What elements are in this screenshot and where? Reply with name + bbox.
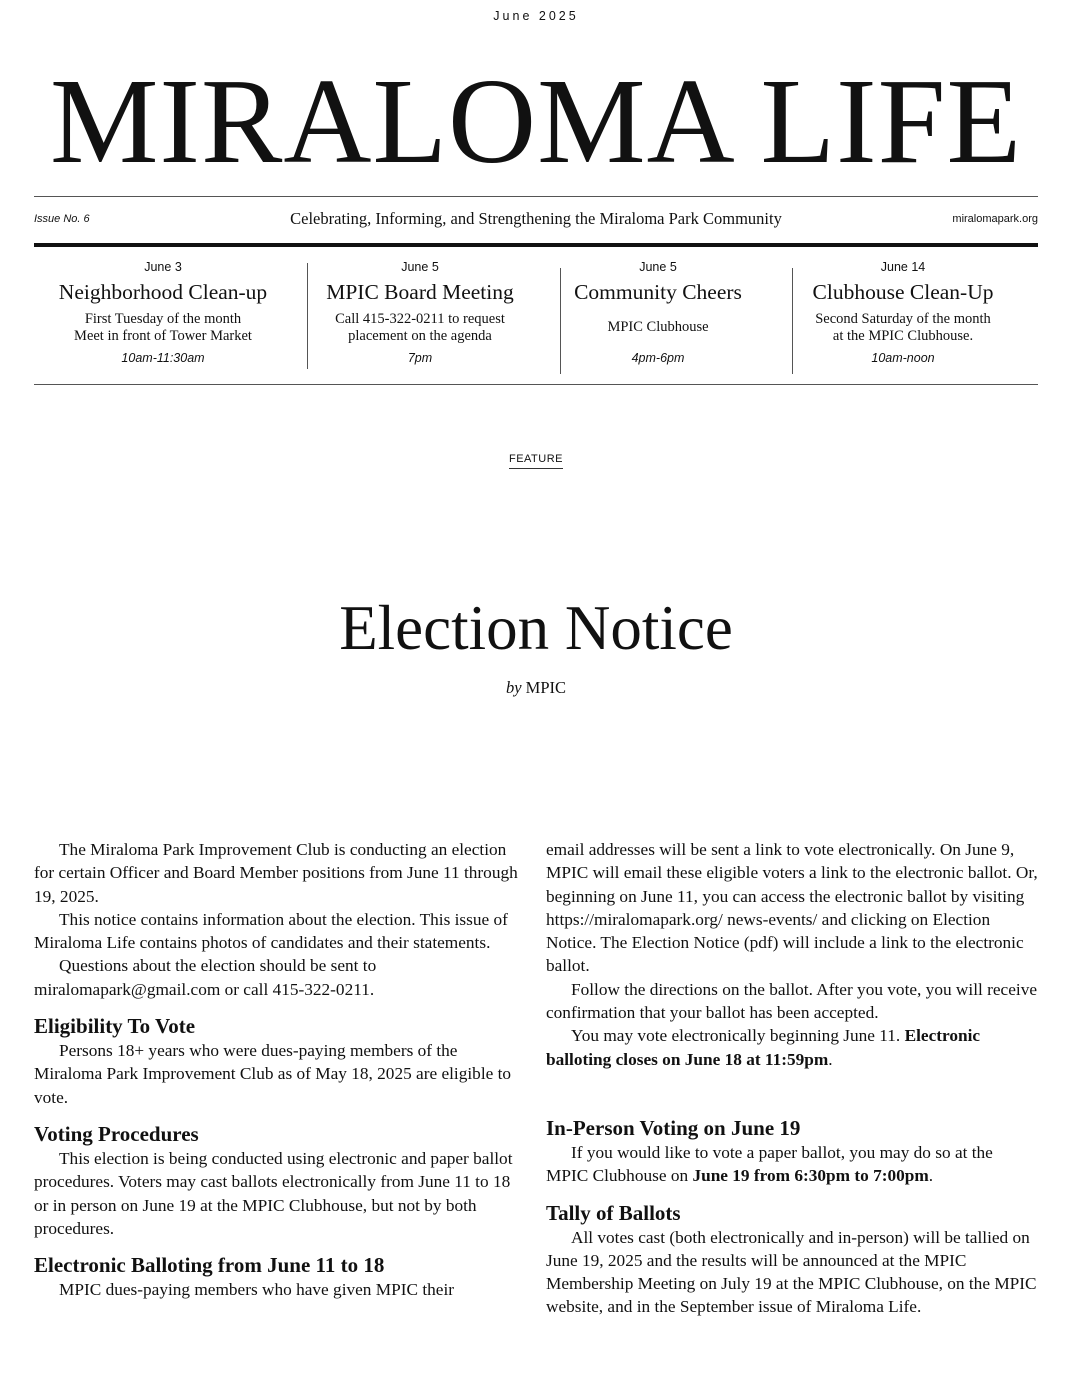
- info-bar: [34, 208, 1038, 232]
- website-link[interactable]: miralomapark.org: [952, 213, 1038, 225]
- section-heading: Tally of Ballots: [546, 1200, 681, 1225]
- event-desc-line: Second Saturday of the month: [815, 311, 991, 327]
- byline-prefix: by: [505, 678, 522, 697]
- events-strip: [34, 254, 1038, 378]
- event-board-meeting: [292, 254, 548, 378]
- event-desc-line: MPIC Clubhouse: [607, 319, 709, 335]
- text-run: You may vote electronically beginning June 11.: [571, 1026, 905, 1046]
- emphasis-text: Electronic balloting closes on June 18 at 11:59pm: [546, 1026, 981, 1069]
- event-desc-line: placement on the agenda: [348, 328, 492, 344]
- event-desc-line: Call 415-322-0211 to request: [335, 311, 505, 327]
- byline: [0, 678, 1072, 698]
- byline-author: MPIC: [525, 678, 567, 697]
- event-description: [34, 311, 292, 345]
- paragraph: Persons 18+ years who were dues-paying members of the Miraloma Park Improvement Club as of May 18, 2025 are eligible to vote.: [34, 1041, 512, 1107]
- event-time: 10am-11:30am: [121, 351, 205, 365]
- paragraph: This election is being conducted using electronic and paper ballot procedures. Voters may cast ballots electronically from June 11 to 18 or in person on June 19 at the MPIC Clubhouse, but not by both procedures.: [34, 1148, 513, 1238]
- event-description: [292, 311, 548, 345]
- tagline: Celebrating, Informing, and Strengthening the Miraloma Park Community: [290, 209, 782, 228]
- event-description: [768, 311, 1038, 345]
- paragraph: All votes cast (both electronically and in-person) will be tallied on June 19, 2025 and the results will be announced at the MPIC Membership Meeting on July 19 at the MPIC Clubhouse, on the MPIC website, and in the September issue of Miraloma Life.: [546, 1227, 1037, 1317]
- article-column-left: [34, 838, 526, 1301]
- paragraph: Questions about the election should be sent to miralomapark@gmail.com or call 415-322-0211.: [34, 956, 377, 999]
- event-time: 4pm-6pm: [631, 351, 685, 365]
- event-date: June 5: [639, 260, 677, 274]
- event-title: Clubhouse Clean-Up: [812, 280, 994, 304]
- event-desc-line: Meet in front of Tower Market: [74, 328, 252, 344]
- paragraph: The Miraloma Park Improvement Club is conducting an election for certain Officer and Board Member positions from June 11 through 19, 2025.: [34, 840, 518, 906]
- event-time: 7pm: [407, 351, 433, 365]
- event-neighborhood-cleanup: [34, 254, 292, 378]
- event-date: June 5: [401, 260, 439, 274]
- thick-divider: [34, 243, 1038, 247]
- emphasis-text: June 19 from 6:30pm to 7:00pm: [692, 1166, 929, 1186]
- event-title: Neighborhood Clean-up: [58, 280, 268, 304]
- section-heading: Electronic Balloting from June 11 to 18: [34, 1253, 385, 1278]
- section-heading: Eligibility To Vote: [34, 1014, 196, 1039]
- section-heading: In-Person Voting on June 19: [546, 1115, 801, 1140]
- section-label: [0, 449, 1072, 467]
- event-title: Community Cheers: [574, 280, 742, 304]
- event-community-cheers: [548, 254, 768, 378]
- feature-label-text: FEATURE: [509, 453, 563, 469]
- issue-number: Issue No. 6: [34, 213, 90, 225]
- paragraph: [546, 1141, 1038, 1188]
- text-run: If you would like to vote a paper ballot, you may do so at the MPIC Clubhouse on: [546, 1142, 993, 1186]
- top-divider: [34, 196, 1038, 197]
- paragraph: Follow the directions on the ballot. After you vote, you will receive confirmation that your ballot has been accepted.: [546, 979, 1038, 1023]
- masthead-title: MIRALOMA LIFE: [49, 54, 1023, 189]
- paragraph: This notice contains information about the election. This issue of Miraloma Life contains photos of candidates and their statements.: [34, 909, 508, 953]
- article-column-right: [546, 838, 1038, 1319]
- event-desc-line: at the MPIC Clubhouse.: [832, 328, 974, 344]
- paragraph: email addresses will be sent a link to vote electronically. On June 9, MPIC will email these eligible voters a link to the electronic ballot. Or, beginning on June 11, you can access the electronic ballot by visiting https://miralomapark.org/ news-events/ and clicking on Election Notice. The Election Notice (pdf) will include a link to the electronic ballot.: [546, 840, 1038, 976]
- event-separator: [792, 268, 793, 374]
- events-bottom-divider: [34, 384, 1038, 385]
- event-date: June 3: [144, 260, 182, 274]
- event-date: June 14: [880, 260, 926, 274]
- event-time: 10am-noon: [871, 351, 935, 365]
- event-title: MPIC Board Meeting: [326, 280, 514, 304]
- paragraph: MPIC dues-paying members who have given MPIC their: [59, 1280, 455, 1300]
- article-title: Election Notice: [339, 593, 733, 663]
- event-clubhouse-cleanup: [768, 254, 1038, 378]
- section-heading: Voting Procedures: [34, 1121, 199, 1146]
- paragraph: [546, 1024, 1038, 1071]
- text-run: .: [928, 1166, 934, 1186]
- event-separator: [307, 263, 308, 369]
- event-description: [548, 311, 768, 345]
- event-desc-line: First Tuesday of the month: [84, 311, 242, 327]
- text-run: .: [828, 1049, 833, 1069]
- issue-date: June 2025: [493, 9, 579, 23]
- event-separator: [560, 268, 561, 374]
